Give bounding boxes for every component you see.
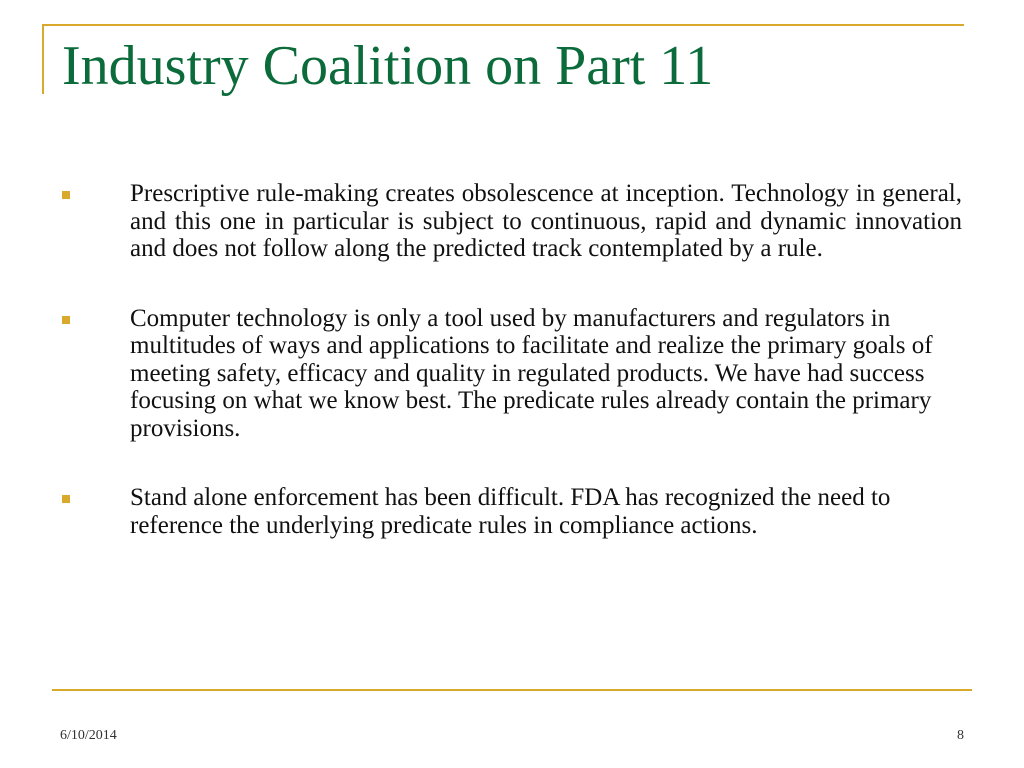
bullet-text: Computer technology is only a tool used by manufacturers and regulators in multitudes of ways and applications to facilitate and realize the primary goals of meeting safety, efficacy and quality in regulated products. We have had success focusing on what we know best. The predicate rules already contain the primary provisions. xyxy=(130,304,933,442)
bullet-item xyxy=(62,484,962,539)
footer-date: 6/10/2014 xyxy=(60,728,117,743)
bullet-item xyxy=(62,305,962,443)
bullet-text: Prescriptive rule-making creates obsolescence at inception. Technology in general, and this one in particular is subject to continuous, rapid and dynamic innovation and does not follow along the predicted track contemplated by a rule. xyxy=(130,180,962,262)
bullet-item xyxy=(62,180,962,263)
footer-rule xyxy=(52,689,972,691)
top-frame-rule xyxy=(42,24,964,26)
left-frame-rule xyxy=(42,24,44,94)
slide-title: Industry Coalition on Part 11 xyxy=(62,35,714,97)
page-number: 8 xyxy=(957,728,964,743)
bullet-text: Stand alone enforcement has been difficult. FDA has recognized the need to reference the underlying predicate rules in compliance actions. xyxy=(130,484,891,539)
square-bullet-icon xyxy=(62,316,70,324)
square-bullet-icon xyxy=(62,495,70,503)
bullet-list xyxy=(62,180,962,539)
square-bullet-icon xyxy=(62,191,70,199)
